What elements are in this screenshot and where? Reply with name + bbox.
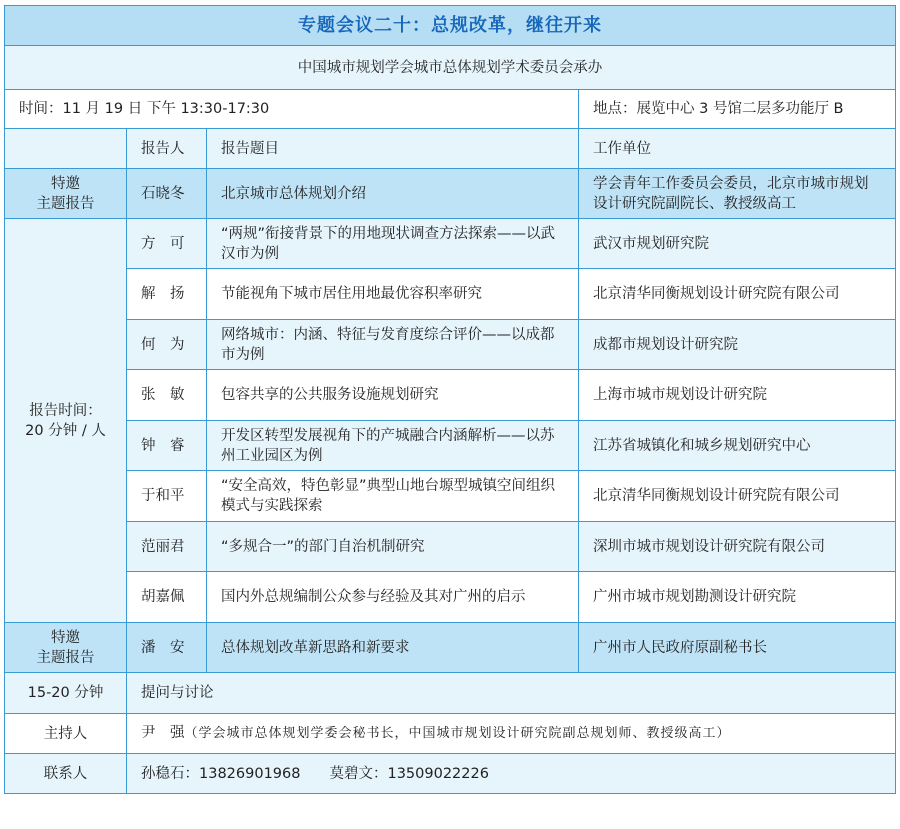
report-topic: 包容共享的公共服务设施规划研究 (207, 370, 579, 421)
session-time: 时间：11 月 19 日 下午 13:30-17:30 (5, 90, 579, 129)
report-speaker: 何 为 (127, 320, 207, 370)
report-speaker: 钟 睿 (127, 421, 207, 471)
report-unit: 北京清华同衡规划设计研究院有限公司 (579, 269, 896, 320)
header-speaker: 报告人 (127, 129, 207, 169)
session-title: 专题会议二十：总规改革，继往开来 (5, 6, 896, 46)
invited-unit: 学会青年工作委员会委员，北京市城市规划设计研究院副院长、教授级高工 (579, 169, 896, 219)
report-speaker: 胡嘉佩 (127, 572, 207, 623)
report-topic: 节能视角下城市居住用地最优容积率研究 (207, 269, 579, 320)
report-unit: 北京清华同衡规划设计研究院有限公司 (579, 471, 896, 522)
host-info (127, 714, 896, 754)
report-topic: “多规合一”的部门自治机制研究 (207, 522, 579, 572)
report-speaker: 张 敏 (127, 370, 207, 421)
report-unit: 深圳市城市规划设计研究院有限公司 (579, 522, 896, 572)
header-blank (5, 129, 127, 169)
host-note: （学会城市总体规划学委会秘书长，中国城市规划设计研究院副总规划师、教授级高工） (184, 726, 731, 741)
header-unit: 工作单位 (579, 129, 896, 169)
invited-topic-2: 总体规划改革新思路和新要求 (207, 623, 579, 673)
report-time-label: 报告时间： 20 分钟 / 人 (5, 219, 127, 623)
discussion-text: 提问与讨论 (127, 673, 896, 714)
invited-topic: 北京城市总体规划介绍 (207, 169, 579, 219)
header-topic: 报告题目 (207, 129, 579, 169)
discussion-duration: 15-20 分钟 (5, 673, 127, 714)
session-location: 地点：展览中心 3 号馆二层多功能厅 B (579, 90, 896, 129)
invited-unit-2: 广州市人民政府原副秘书长 (579, 623, 896, 673)
report-speaker: 方 可 (127, 219, 207, 269)
report-topic: “两规”衔接背景下的用地现状调查方法探索——以武汉市为例 (207, 219, 579, 269)
report-speaker: 范丽君 (127, 522, 207, 572)
host-label: 主持人 (5, 714, 127, 754)
report-unit: 武汉市规划研究院 (579, 219, 896, 269)
report-topic: 开发区转型发展视角下的产城融合内涵解析——以苏州工业园区为例 (207, 421, 579, 471)
report-topic: 国内外总规编制公众参与经验及其对广州的启示 (207, 572, 579, 623)
invited-speaker-2: 潘 安 (127, 623, 207, 673)
report-unit: 成都市规划设计研究院 (579, 320, 896, 370)
report-topic: 网络城市：内涵、特征与发育度综合评价——以成都市为例 (207, 320, 579, 370)
report-speaker: 于和平 (127, 471, 207, 522)
report-unit: 江苏省城镇化和城乡规划研究中心 (579, 421, 896, 471)
report-unit: 广州市城市规划勘测设计研究院 (579, 572, 896, 623)
organizer: 中国城市规划学会城市总体规划学术委员会承办 (5, 46, 896, 90)
conference-schedule-table (4, 5, 896, 794)
contact-info: 孙稳石：13826901968 莫碧文：13509022226 (127, 754, 896, 794)
report-speaker: 解 扬 (127, 269, 207, 320)
host-name: 尹 强 (141, 725, 185, 741)
invited-label-2: 特邀 主题报告 (5, 623, 127, 673)
invited-label: 特邀 主题报告 (5, 169, 127, 219)
contact-label: 联系人 (5, 754, 127, 794)
report-unit: 上海市城市规划设计研究院 (579, 370, 896, 421)
report-topic: “安全高效，特色彰显”典型山地台塬型城镇空间组织模式与实践探索 (207, 471, 579, 522)
invited-speaker: 石晓冬 (127, 169, 207, 219)
